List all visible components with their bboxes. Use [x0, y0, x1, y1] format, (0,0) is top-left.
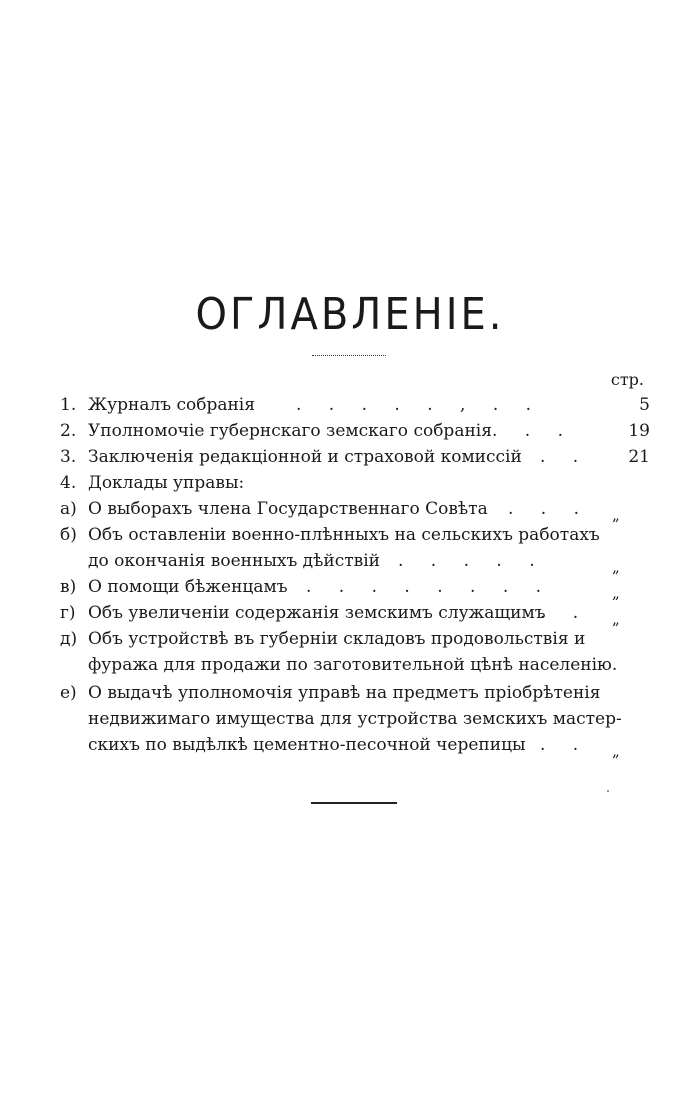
toc-ditto-mark: „	[612, 506, 620, 524]
toc-entry	[0, 392, 700, 418]
closing-rule	[311, 802, 397, 804]
page-title: ОГЛАВЛЕНІЕ.	[195, 290, 505, 340]
toc-entry-number: 1.	[60, 395, 77, 415]
toc-entry-continuation	[0, 548, 700, 574]
title-divider	[312, 355, 386, 356]
toc-leader-dots: . . . . . . . .	[306, 577, 542, 597]
page-column-label: стр.	[610, 370, 644, 389]
toc-entry	[0, 626, 700, 652]
toc-entry	[0, 600, 700, 626]
toc-entry-title: О выдачѣ уполномочія управѣ на предметъ пріобрѣтенія	[88, 683, 601, 703]
paper-speck	[607, 790, 609, 792]
toc-ditto-mark: „	[612, 584, 620, 602]
toc-entry	[0, 680, 700, 706]
toc-page-number: 19	[628, 421, 650, 441]
toc-entry-title: Объ устройствѣ въ губерніи складовъ продовольствія и	[88, 629, 586, 649]
toc-leader-dots: . . . . .	[398, 551, 535, 571]
toc-entry	[0, 496, 700, 522]
toc-entry-number: 3.	[60, 447, 77, 467]
toc-ditto-mark: „	[612, 558, 620, 576]
toc-entry-number: д)	[60, 629, 78, 649]
toc-entry-number: 2.	[60, 421, 77, 441]
toc-ditto-mark: „	[612, 742, 620, 760]
toc-entry-title: Журналъ собранія	[88, 395, 255, 415]
toc-entry-title: Доклады управы:	[88, 473, 245, 493]
toc-entry-title: Объ увеличеніи содержанія земскимъ служащимъ	[88, 603, 546, 623]
toc-leader-dots: . . .	[492, 421, 564, 441]
toc-entry-number: е)	[60, 683, 77, 703]
toc-entry-number: б)	[60, 525, 77, 545]
toc-entry-number: в)	[60, 577, 77, 597]
toc-entry-number: 4.	[60, 473, 77, 493]
toc-leader-dots: . . . . . , . .	[296, 395, 532, 415]
toc-leader-dots: . .	[540, 603, 579, 623]
toc-leader-dots: . . .	[508, 499, 580, 519]
toc-entry-continuation	[0, 652, 700, 678]
toc-entry-number: г)	[60, 603, 76, 623]
toc-entry-continuation	[0, 732, 700, 758]
toc-leader-dots: . .	[540, 735, 579, 755]
toc-entry-title-cont: фуража для продажи по заготовительной цѣнѣ населенію.	[88, 655, 618, 675]
toc-page-number: 21	[628, 447, 650, 467]
toc-entry-continuation	[0, 706, 700, 732]
toc-entry-title: Заключенія редакціонной и страховой комиссій	[88, 447, 522, 467]
toc-entry-title: О выборахъ члена Государственнаго Совѣта	[88, 499, 488, 519]
toc-entry-number: а)	[60, 499, 77, 519]
toc-entry	[0, 418, 700, 444]
toc-leader-dots: . .	[540, 447, 579, 467]
toc-ditto-mark: „	[612, 610, 620, 628]
toc-entry	[0, 470, 700, 496]
toc-entry	[0, 522, 700, 548]
toc-entry	[0, 444, 700, 470]
toc-entry-title: Уполномочіе губернскаго земскаго собранія	[88, 421, 492, 441]
toc-entry-title: Объ оставленіи военно-плѣнныхъ на сельскихъ работахъ	[88, 525, 600, 545]
toc-page-number: 5	[639, 395, 650, 415]
toc-entry-title-cont: недвижимаго имущества для устройства земскихъ мастер-	[88, 709, 622, 729]
toc-entry-title-cont: до окончанія военныхъ дѣйствій	[88, 551, 380, 571]
toc-entry-title: О помощи бѣженцамъ	[88, 577, 288, 597]
toc-entry	[0, 574, 700, 600]
toc-entry-title-cont: скихъ по выдѣлкѣ цементно-песочной черепицы	[88, 735, 526, 755]
